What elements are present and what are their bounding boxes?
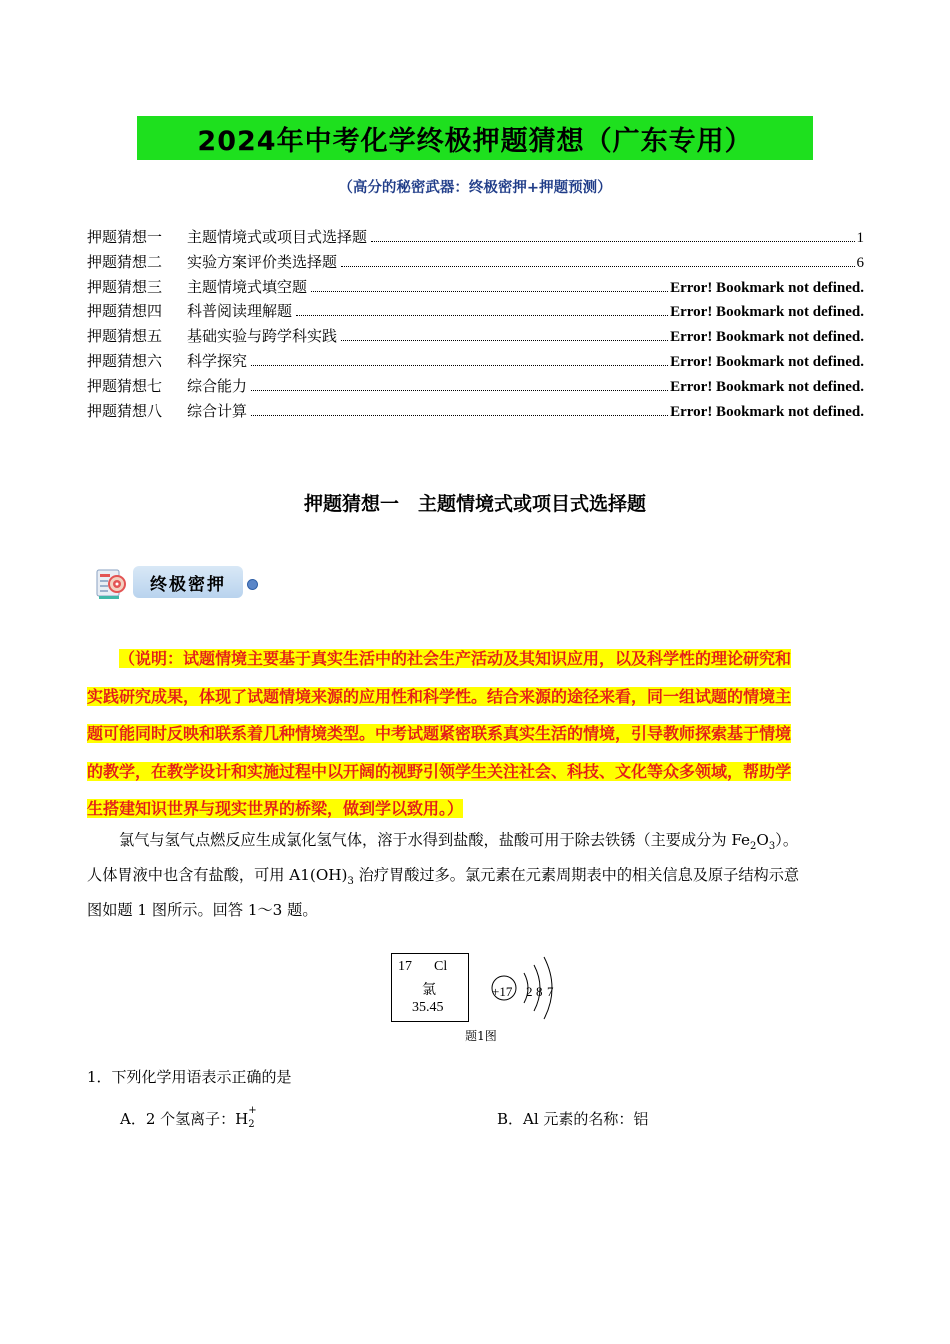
toc-entry-title: 科普阅读理解题 bbox=[187, 302, 293, 321]
toc-entry-page: Error! Bookmark not defined. bbox=[670, 403, 864, 420]
badge-dot-icon bbox=[247, 579, 258, 590]
shell-electrons: 2 bbox=[526, 984, 533, 999]
toc-leader bbox=[371, 241, 854, 242]
para-line: 人体胃液中也含有盐酸，可用 $A1(OH)_3$ 治疗胃酸过多。氯元素在元素周期表中的相关信息及原子结构示意 bbox=[87, 866, 800, 888]
toc-entry[interactable] bbox=[87, 251, 864, 276]
toc-entry-number: 押题猜想七 bbox=[87, 376, 163, 395]
toc-entry-page: Error! Bookmark not defined. bbox=[670, 329, 864, 346]
toc-entry-number: 押题猜想五 bbox=[87, 327, 163, 346]
note-line: （说明：试题情境主要基于真实生活中的社会生产活动及其知识应用，以及科学性的理论研究和 bbox=[119, 649, 792, 668]
toc-leader bbox=[311, 291, 668, 292]
toc-entry[interactable] bbox=[87, 300, 864, 325]
toc-leader bbox=[251, 365, 668, 366]
toc-entry-title: 基础实验与跨学科实践 bbox=[187, 327, 338, 346]
section-heading: 押题猜想一 主题情境式或项目式选择题 bbox=[303, 493, 646, 515]
toc-entry-page: Error! Bookmark not defined. bbox=[670, 279, 864, 296]
toc-entry-number: 押题猜想八 bbox=[87, 401, 163, 420]
note-line: 题可能同时反映和联系着几种情境类型。中考试题紧密联系真实生活的情境，引导教师探索基于情境 bbox=[87, 724, 792, 743]
toc-entry[interactable] bbox=[87, 375, 864, 400]
toc-entry-title: 实验方案评价类选择题 bbox=[187, 252, 338, 271]
toc-entry-title: 主题情境式填空题 bbox=[187, 277, 308, 296]
note-line: 实践研究成果，体现了试题情境来源的应用性和科学性。结合来源的途径来看，同一组试题的情境主 bbox=[87, 686, 792, 706]
table-of-contents bbox=[87, 226, 864, 424]
shell-electrons: 8 bbox=[536, 984, 543, 999]
atomic-number: 17 bbox=[398, 959, 412, 974]
atomic-mass: 35.45 bbox=[412, 1000, 444, 1015]
document-subtitle: （高分的秘密武器：终极密押+押题预测） bbox=[338, 180, 612, 196]
option-b[interactable]: B．Al 元素的名称：铝 bbox=[497, 1110, 649, 1128]
document-title: 2024年中考化学终极押题猜想（广东专用） bbox=[137, 116, 813, 160]
periodic-table-cell bbox=[391, 953, 469, 1022]
toc-entry-number: 押题猜想三 bbox=[87, 277, 163, 296]
shell-electrons: 7 bbox=[547, 984, 554, 999]
toc-entry[interactable] bbox=[87, 325, 864, 350]
toc-entry-page: 6 bbox=[856, 254, 864, 271]
option-a-text: A．2 个氢离子：H bbox=[120, 1110, 249, 1128]
toc-leader bbox=[296, 315, 668, 316]
target-board-icon bbox=[95, 566, 129, 600]
toc-leader bbox=[341, 266, 854, 267]
toc-entry-number: 押题猜想一 bbox=[87, 228, 163, 246]
figure-caption: 题1图 bbox=[465, 1029, 497, 1043]
toc-entry-title: 科学探究 bbox=[187, 351, 248, 370]
toc-entry-page: Error! Bookmark not defined. bbox=[670, 353, 864, 370]
chlorine-figure bbox=[391, 953, 571, 1045]
toc-entry-title: 综合能力 bbox=[187, 376, 248, 395]
element-symbol: Cl bbox=[434, 959, 448, 974]
ion-charge: + bbox=[248, 1105, 257, 1116]
toc-leader bbox=[251, 390, 668, 391]
toc-leader bbox=[341, 340, 668, 341]
toc-entry-title: 综合计算 bbox=[187, 401, 248, 420]
context-paragraph bbox=[87, 826, 877, 925]
ion-subscript: 2 bbox=[248, 1119, 255, 1130]
para-line: 氯气与氢气点燃反应生成氯化氢气体，溶于水得到盐酸，盐酸可用于除去铁锈（主要成分为 $Fe_2O_3$）。 bbox=[119, 831, 799, 853]
toc-leader bbox=[251, 415, 668, 416]
toc-entry[interactable] bbox=[87, 276, 864, 301]
toc-entry[interactable] bbox=[87, 400, 864, 425]
nucleus-charge: +17 bbox=[492, 984, 513, 999]
para-line: 图如题 1 图所示。回答 1～3 题。 bbox=[87, 901, 318, 920]
toc-entry-page: Error! Bookmark not defined. bbox=[670, 304, 864, 321]
toc-entry[interactable] bbox=[87, 350, 864, 375]
toc-entry-number: 押题猜想六 bbox=[87, 351, 163, 370]
explanation-note bbox=[87, 640, 865, 828]
toc-entry-page: Error! Bookmark not defined. bbox=[670, 378, 864, 395]
toc-entry-number: 押题猜想四 bbox=[87, 302, 163, 321]
toc-entry-title: 主题情境式或项目式选择题 bbox=[187, 228, 368, 246]
section-badge bbox=[95, 563, 260, 603]
element-name: 氯 bbox=[422, 982, 436, 998]
toc-entry[interactable] bbox=[87, 226, 864, 251]
toc-entry-number: 押题猜想二 bbox=[87, 252, 163, 271]
option-a[interactable] bbox=[120, 1105, 258, 1130]
question-stem: 1．下列化学用语表示正确的是 bbox=[87, 1068, 292, 1086]
note-line: 的教学，在教学设计和实施过程中以开阔的视野引领学生关注社会、科技、文化等众多领域，帮助学 bbox=[87, 761, 792, 781]
note-line: 生搭建知识世界与现实世界的桥梁，做到学以致用。） bbox=[87, 799, 464, 818]
toc-entry-page: 1 bbox=[856, 230, 864, 246]
badge-label: 终极密押 bbox=[133, 566, 243, 598]
